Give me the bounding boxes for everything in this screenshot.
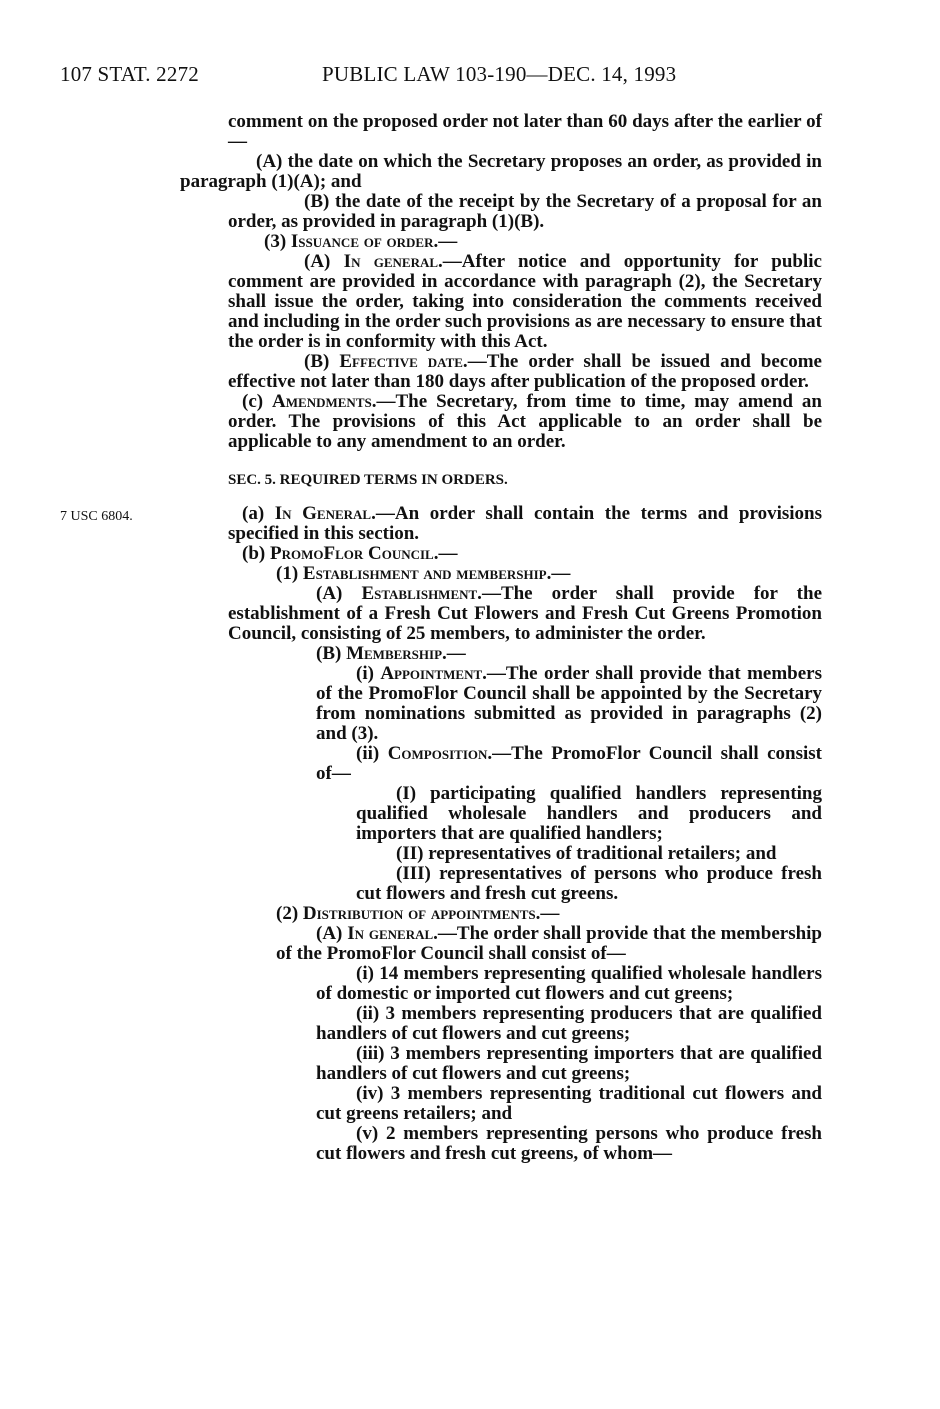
clause-heading: Appointment. [380,663,487,684]
subparagraph-heading: In general. [343,251,443,272]
subsection-b-promoflor-council [228,544,822,564]
subparagraph-heading: Establishment. [361,583,482,604]
paragraph-2-distribution-heading [228,904,822,924]
subparagraph-a-in-general [228,252,822,352]
clause-b-date-receipt [228,192,822,232]
subsection-number: (b) [242,543,266,564]
subparagraph-number: (A) [316,583,343,604]
paragraph-heading: Issuance of order. [290,231,439,252]
subsection-number: (a) [242,503,265,524]
subparagraph-text: —After notice and opportunity for public comment are provided in accordance with paragraph (2), the Secretary shall issue the order, taking into consideration the comments received and including in the order such provisions as are necessary to ensure that the order is in conformity with this Act. [228,251,822,352]
subparagraph-b-membership [228,644,822,664]
clause-i-appointment [228,664,822,744]
subsection-text: —The Secretary, from time to time, may amend an order. The provisions of this Act applicable to an order shall be applicable to any amendment to an order. [228,391,822,452]
subclause-ii-traditional-retailers: (II) representatives of traditional retailers; and [396,843,777,864]
clause-number: (i) [356,663,374,684]
heading-dash: — [540,903,560,924]
paragraph-1-establishment-membership [228,564,822,584]
paragraph-continuation: comment on the proposed order not later than 60 days after the earlier of— [228,111,822,152]
paragraph-number: (1) [276,563,299,584]
subsection-a-in-general [228,504,822,544]
subparagraph-heading: In general. [347,923,438,944]
paragraph-number: (3) [264,231,287,252]
subparagraph-heading: Effective date. [339,351,468,372]
subparagraph-a-in-general-membership [228,924,822,964]
subsection-text: —An order shall contain the terms and provisions specified in this section. [228,503,822,544]
subparagraph-number: (B) [316,643,342,664]
clause-heading: Composition. [387,743,493,764]
margin-citation: 7 USC 6804. [60,509,133,524]
paragraph-heading: Distribution of appointments. [302,903,541,924]
subclause-iii-producers: (III) representatives of persons who produce fresh cut flowers and fresh cut greens. [356,863,822,904]
page-title: PUBLIC LAW 103-190—DEC. 14, 1993 [322,62,677,86]
clause-iv-retailers: (iv) 3 members representing traditional cut flowers and cut greens retailers; and [316,1083,822,1124]
subsection-number: (c) [242,391,264,412]
clause-text: (B) the date of the receipt by the Secretary of a proposal for an order, as provided in paragraph (1)(B). [228,191,822,232]
subparagraph-text: —The order shall be issued and become effective not later than 180 days after publication of the proposed order. [228,351,822,392]
subparagraph-b-effective-date [228,352,822,392]
subparagraph-number: (B) [304,351,330,372]
heading-dash: — [551,563,571,584]
clause-i-wholesale-handlers: (i) 14 members representing qualified wholesale handlers of domestic or imported cut flowers and cut greens; [316,963,822,1004]
heading-dash: — [438,231,458,252]
clause-v-producers-fresh: (v) 2 members representing persons who produce fresh cut flowers and fresh cut greens, of whom— [316,1123,822,1164]
paragraph-3-issuance-heading [228,232,822,252]
subparagraph-number: (A) [316,923,343,944]
clause-text: —The PromoFlor Council shall consist of— [316,743,822,784]
paragraph-heading: Establishment and membership. [302,563,552,584]
subparagraph-number: (A) [304,251,331,272]
subsection-c-amendments [228,392,822,452]
clause-a-date-proposes [180,152,822,192]
subparagraph-heading: Membership. [346,643,447,664]
clause-iii-importers: (iii) 3 members representing importers that are qualified handlers of cut flowers and cut greens; [316,1043,822,1084]
subsection-heading: PromoFlor Council. [269,543,439,564]
subparagraph-a-establishment [228,584,822,644]
subsection-heading: Amendments. [272,391,377,412]
clause-text: —The order shall provide that members of the PromoFlor Council shall be appointed by the Secretary from nominations submitted as provided in paragraphs (2) and (3). [316,663,823,744]
clause-text: (A) the date on which the Secretary proposes an order, as provided in paragraph (1)(A); and [180,151,822,192]
section-heading: SEC. 5. REQUIRED TERMS IN ORDERS. [228,472,508,488]
heading-dash: — [446,643,466,664]
subsection-heading: In General. [274,503,376,524]
page-folio: 107 STAT. 2272 [60,62,199,86]
paragraph-number: (2) [276,903,299,924]
subparagraph-text: —The order shall provide for the establishment of a Fresh Cut Flowers and Fresh Cut Greens Promotion Council, consisting of 25 members, to administer the order. [228,583,823,644]
heading-dash: — [438,543,458,564]
clause-ii-composition [228,744,822,784]
clause-number: (ii) [356,743,380,764]
statute-body [180,111,823,1164]
subparagraph-text: —The order shall provide that the membership of the PromoFlor Council shall consist of— [276,923,822,964]
subclause-i-participating-handlers: (I) participating qualified handlers representing qualified wholesale handlers and producers and importers that are qualified handlers; [356,783,822,844]
clause-ii-producers: (ii) 3 members representing producers that are qualified handlers of cut flowers and cut greens; [316,1003,822,1044]
